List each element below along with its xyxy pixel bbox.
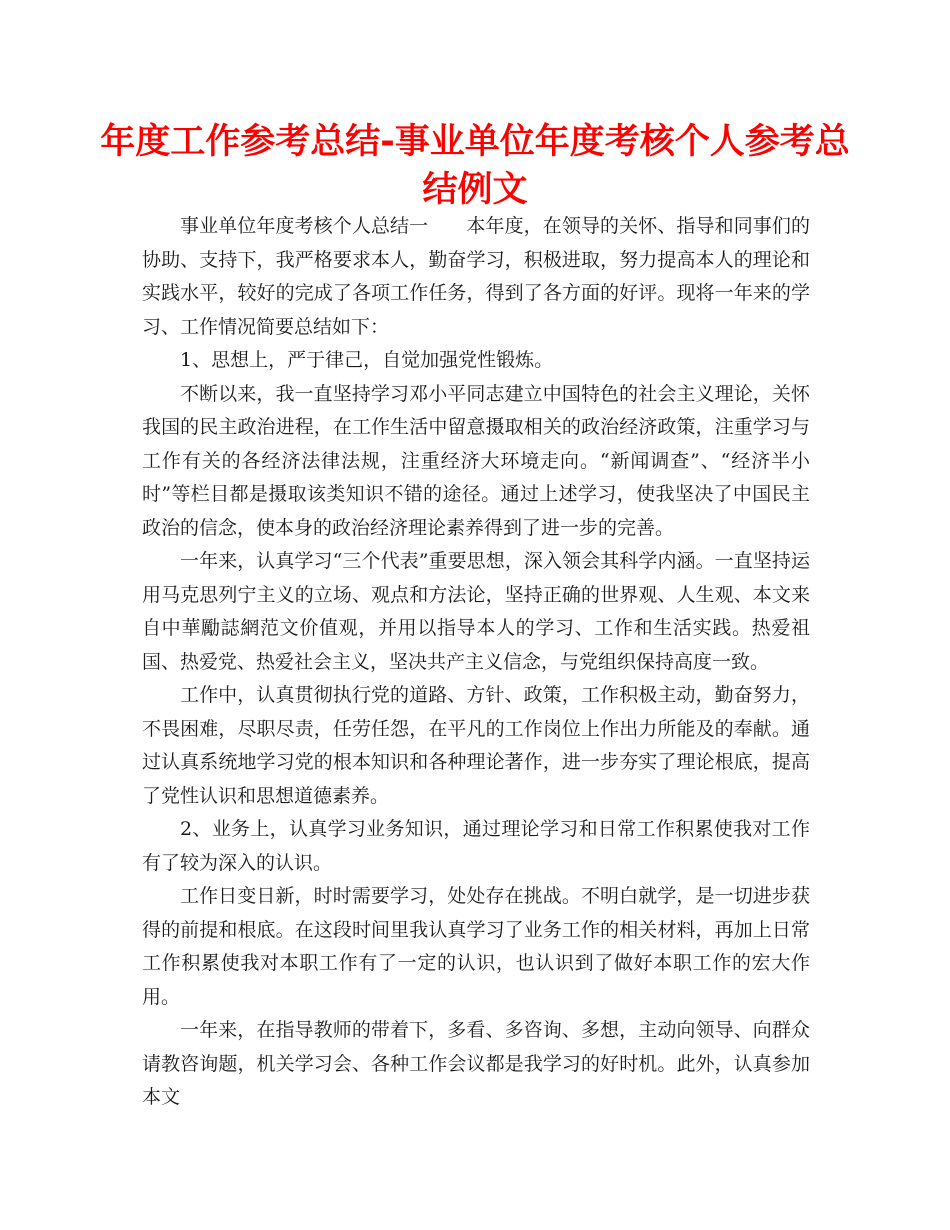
paragraph-three-represents: 一年来，认真学习“三个代表”重要思想，深入领会其科学内涵。一直坚持运用马克思列宁主义的立场、观点和方法论，坚持正确的世界观、人生观、本文来自中華勵誌網范文价值观，并用以指导本人的学习、工作和生活实践。热爱祖国、热爱党、热爱社会主义，坚决共产主义信念，与党组织保持高度一致。 <box>142 550 810 673</box>
document-body <box>142 210 810 1115</box>
paragraph-learning: 工作日变日新，时时需要学习，处处存在挑战。不明白就学，是一切进步获得的前提和根底。在这段时间里我认真学习了业务工作的相关材料，再加上日常工作积累使我对本职工作有了一定的认识，也认识到了做好本职工作的宏大作用。 <box>142 885 810 1008</box>
section-heading-ideology: 1、思想上，严于律己，自觉加强党性锻炼。 <box>180 349 554 371</box>
paragraph-study-theory: 不断以来，我一直坚持学习邓小平同志建立中国特色的社会主义理论，关怀我国的民主政治进程，在工作生活中留意摄取相关的政治经济政策，注重学习与工作有关的各经济法律法规，注重经济大环境走向。“新闻调查”、“经济半小时”等栏目都是摄取该类知识不错的途径。通过上述学习，使我坚决了中国民主政治的信念，使本身的政治经济理论素养得到了进一步的完善。 <box>142 382 810 539</box>
document-title: 年度工作参考总结-事业单位年度考核个人参考总结例文 <box>100 122 850 210</box>
section-heading-business: 2、业务上，认真学习业务知识，通过理论学习和日常工作积累使我对工作有了较为深入的认识。 <box>142 818 810 874</box>
paragraph-work-attitude: 工作中，认真贯彻执行党的道路、方针、政策，工作积极主动，勤奋努力，不畏困难，尽职尽责，任劳任怨，在平凡的工作岗位上作出力所能及的奉献。通过认真系统地学习党的根本知识和各种理论著作，进一步夯实了理论根底，提高了党性认识和思想道德素养。 <box>142 684 810 807</box>
paragraph-year-review: 一年来，在指导教师的带着下，多看、多咨询、多想，主动向领导、向群众请教咨询题，机关学习会、各种工作会议都是我学习的好时机。此外，认真参加本文 <box>142 1019 810 1108</box>
paragraph-intro: 事业单位年度考核个人总结一 本年度，在领导的关怀、指导和同事们的协助、支持下，我严格要求本人，勤奋学习，积极进取，努力提高本人的理论和实践水平，较好的完成了各项工作任务，得到了各方面的好评。现将一年来的学习、工作情况简要总结如下： <box>142 215 810 338</box>
